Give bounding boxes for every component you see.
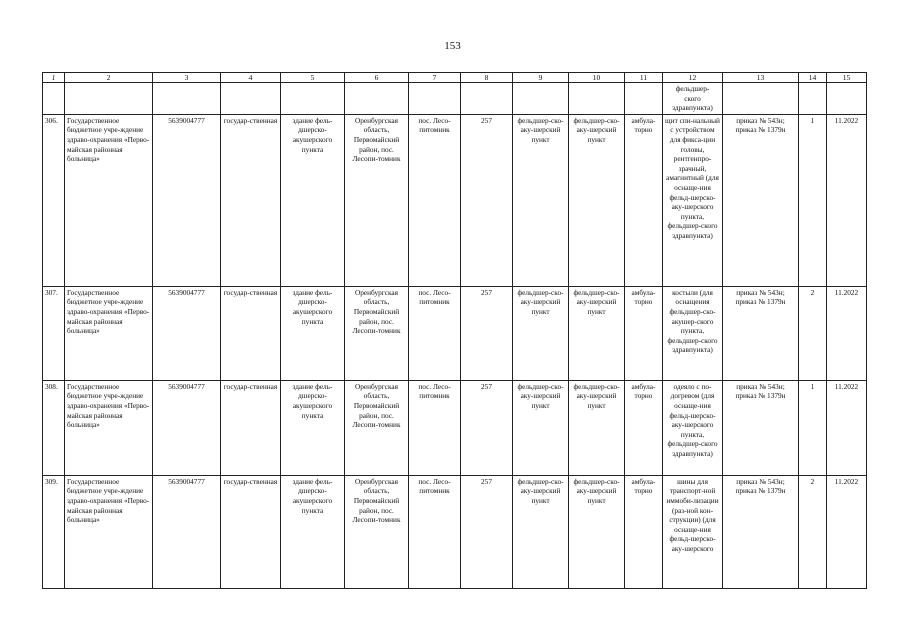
order-cell: приказ № 543н; приказ № 1379н — [723, 380, 799, 475]
building-cell: здание фель-дшерско-акушерского пункта — [281, 286, 345, 380]
date-cell: 11.2022 — [827, 380, 867, 475]
column-header: 4 — [221, 73, 281, 83]
equipment-item-cell: щит спи-нальный с устройством для фикса-ции головы, рентгенпро-зрачный, амагнитный (для оснаще-ния фельд-шерско-аку-шерского пункта, фельдшер-ского здравпункта) — [663, 114, 723, 286]
table-row — [43, 475, 867, 588]
table-row — [43, 380, 867, 475]
equipment-item-cell: одеяло с по-догревом (для оснаще-ния фельд-шерско-аку-шерского пункта, фельдшер-ского здравпункта) — [663, 380, 723, 475]
column-header: 13 — [723, 73, 799, 83]
column-header: 9 — [513, 73, 569, 83]
column-header: 3 — [153, 73, 221, 83]
column-header: 11 — [625, 73, 663, 83]
locality-cell: пос. Лесо-питомник — [409, 286, 461, 380]
column-header: 6 — [345, 73, 409, 83]
date-cell: 11.2022 — [827, 286, 867, 380]
column-header: 1 — [43, 73, 65, 83]
quantity-cell: 2 — [799, 475, 827, 588]
address-cell: Оренбургская область, Первомайский район, пос. Лесопи-томник — [345, 114, 409, 286]
facility-type-cell: фельдшер-ско-аку-шерский пункт — [513, 475, 569, 588]
column-header: 2 — [65, 73, 153, 83]
column-number-row — [43, 73, 867, 83]
facility-type-cell: фельдшер-ско-аку-шерский пункт — [569, 475, 625, 588]
date-cell: 11.2022 — [827, 114, 867, 286]
building-cell: здание фель-дшерско-акушерского пункта — [281, 475, 345, 588]
order-cell: приказ № 543н; приказ № 1379н — [723, 286, 799, 380]
ownership-cell: государ-ственная — [221, 380, 281, 475]
facility-type-cell: фельдшер-ско-аку-шерский пункт — [569, 380, 625, 475]
address-cell: Оренбургская область, Первомайский район, пос. Лесопи-томник — [345, 286, 409, 380]
column-header: 5 — [281, 73, 345, 83]
code-cell: 257 — [461, 380, 513, 475]
inn-cell: 5639004777 — [153, 380, 221, 475]
row-number: 308. — [43, 380, 65, 475]
locality-cell: пос. Лесо-питомник — [409, 475, 461, 588]
equipment-table — [42, 72, 867, 589]
code-cell: 257 — [461, 475, 513, 588]
equipment-item-cell: костыли (для оснащения фельдшер-ско-акушер-ского пункта, фельдшер-ского здравпункта) — [663, 286, 723, 380]
page-number: 153 — [444, 40, 461, 52]
organization-cell: Государственное бюджетное учре-ждение здраво-охранения «Перво-майская районная больница» — [65, 286, 153, 380]
organization-cell: Государственное бюджетное учре-ждение здраво-охранения «Перво-майская районная больница» — [65, 475, 153, 588]
care-mode-cell: амбула-торно — [625, 114, 663, 286]
row-number: 309. — [43, 475, 65, 588]
building-cell: здание фель-дшерско-акушерского пункта — [281, 114, 345, 286]
column-header: 15 — [827, 73, 867, 83]
column-header: 12 — [663, 73, 723, 83]
organization-cell: Государственное бюджетное учре-ждение здраво-охранения «Перво-майская районная больница» — [65, 380, 153, 475]
table-row — [43, 114, 867, 286]
row-number: 307. — [43, 286, 65, 380]
row-number: 306. — [43, 114, 65, 286]
inn-cell: 5639004777 — [153, 114, 221, 286]
ownership-cell: государ-ственная — [221, 286, 281, 380]
continuation-row — [43, 83, 867, 115]
order-cell: приказ № 543н; приказ № 1379н — [723, 114, 799, 286]
quantity-cell: 2 — [799, 286, 827, 380]
column-header: 7 — [409, 73, 461, 83]
care-mode-cell: амбула-торно — [625, 380, 663, 475]
quantity-cell: 1 — [799, 380, 827, 475]
address-cell: Оренбургская область, Первомайский район, пос. Лесопи-томник — [345, 380, 409, 475]
column-header: 10 — [569, 73, 625, 83]
facility-type-cell: фельдшер-ско-аку-шерский пункт — [513, 114, 569, 286]
care-mode-cell: амбула-торно — [625, 286, 663, 380]
facility-type-cell: фельдшер-ско-аку-шерский пункт — [513, 286, 569, 380]
address-cell: Оренбургская область, Первомайский район, пос. Лесопи-томник — [345, 475, 409, 588]
equipment-item-cell: шины для транспорт-ной иммоби-лизации (раз-ной кон-струкции) (для оснаще-ния фельд-шерско-аку-шерского — [663, 475, 723, 588]
care-mode-cell: амбула-торно — [625, 475, 663, 588]
table-row — [43, 286, 867, 380]
column-header: 14 — [799, 73, 827, 83]
ownership-cell: государ-ственная — [221, 114, 281, 286]
ownership-cell: государ-ственная — [221, 475, 281, 588]
inn-cell: 5639004777 — [153, 475, 221, 588]
organization-cell: Государственное бюджетное учре-ждение здраво-охранения «Перво-майская районная больница» — [65, 114, 153, 286]
order-cell: приказ № 543н; приказ № 1379н — [723, 475, 799, 588]
quantity-cell: 1 — [799, 114, 827, 286]
column-header: 8 — [461, 73, 513, 83]
code-cell: 257 — [461, 114, 513, 286]
facility-type-cell: фельдшер-ско-аку-шерский пункт — [569, 114, 625, 286]
inn-cell: 5639004777 — [153, 286, 221, 380]
continuation-text: фельдшер- ского здравпункта) — [663, 83, 723, 115]
locality-cell: пос. Лесо-питомник — [409, 380, 461, 475]
building-cell: здание фель-дшерско-акушерского пункта — [281, 380, 345, 475]
locality-cell: пос. Лесо-питомник — [409, 114, 461, 286]
date-cell: 11.2022 — [827, 475, 867, 588]
code-cell: 257 — [461, 286, 513, 380]
facility-type-cell: фельдшер-ско-аку-шерский пункт — [513, 380, 569, 475]
facility-type-cell: фельдшер-ско-аку-шерский пункт — [569, 286, 625, 380]
